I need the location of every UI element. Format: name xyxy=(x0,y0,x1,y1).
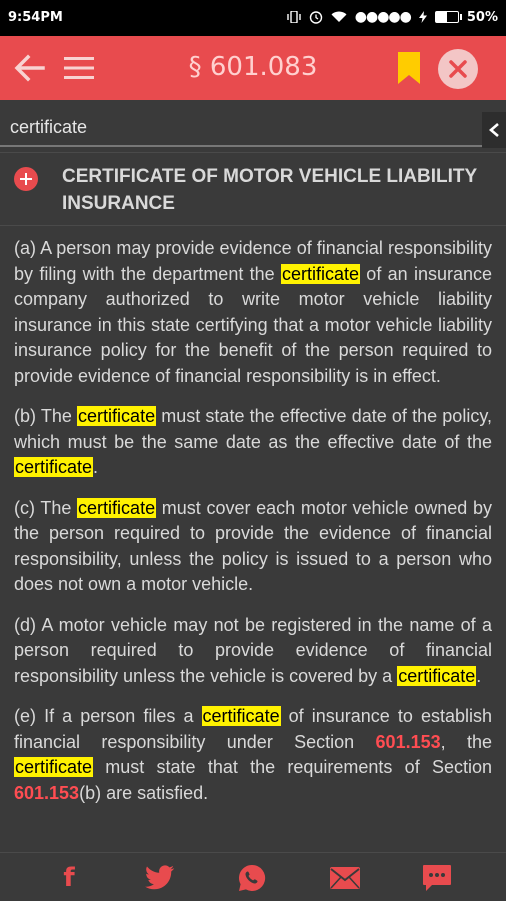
search-bar xyxy=(0,100,506,152)
statute-content[interactable] xyxy=(0,226,506,852)
share-sms-button[interactable] xyxy=(422,863,452,893)
chevron-left-icon xyxy=(488,122,500,138)
close-button[interactable] xyxy=(438,49,478,89)
search-highlight: certificate xyxy=(78,497,156,518)
twitter-icon xyxy=(145,865,175,891)
share-twitter-button[interactable] xyxy=(145,863,175,893)
battery-percent: 50% xyxy=(466,9,498,25)
status-icons xyxy=(287,9,498,25)
collapse-panel-button[interactable] xyxy=(482,112,506,148)
statute-paragraph: (c) The certificate must cover each motor vehicle owned by the person required to provide the evidence of financial responsibility, unless the policy is issued to a person who does not own a motor vehicle. xyxy=(14,497,492,594)
page-title: § 601.083 xyxy=(188,52,318,82)
battery-fill xyxy=(436,12,447,22)
message-bubble-icon xyxy=(422,864,452,892)
statute-paragraph: (b) The certificate must state the effective date of the policy, which must be the same date as the effective date of the certificate. xyxy=(14,406,492,477)
vibrate-icon xyxy=(287,11,301,23)
battery-icon xyxy=(435,11,459,23)
alarm-icon xyxy=(309,10,323,24)
status-bar xyxy=(0,0,506,36)
search-highlight: certificate xyxy=(281,263,359,284)
facebook-icon: f xyxy=(63,863,75,893)
search-highlight: certificate xyxy=(78,406,156,426)
email-icon xyxy=(330,867,360,889)
section-link[interactable]: 601.153 xyxy=(14,782,80,803)
bookmark-icon xyxy=(398,52,420,84)
signal-strength: ●●●●● xyxy=(354,9,411,25)
share-email-button[interactable] xyxy=(330,863,360,893)
bookmark-button[interactable] xyxy=(398,52,420,84)
search-highlight: certificate xyxy=(15,457,93,477)
close-icon xyxy=(448,59,468,79)
app-bar xyxy=(0,36,506,100)
statute-paragraph: (a) A person may provide evidence of financial responsibility by filing with the department the certificate of an insurance company authorized to write motor vehicle liability insurance in this state certifying that a motor vehicle liability insurance policy for the benefit of the person required to provide evidence of financial responsibility is in effect. xyxy=(14,238,492,386)
search-highlight: certificate xyxy=(202,706,280,726)
section-header[interactable] xyxy=(0,152,506,226)
statute-paragraph: (e) If a person files a certificate of insurance to establish financial responsibility under Section 601.153, the certificate must state that the requirements of Section 601.153(b) are satisfied. xyxy=(14,706,493,803)
whatsapp-icon xyxy=(237,863,267,893)
arrow-left-icon xyxy=(12,50,48,86)
section-link[interactable]: 601.153 xyxy=(375,731,441,752)
expand-plus-icon[interactable] xyxy=(14,167,38,191)
share-bar xyxy=(0,852,506,901)
hamburger-menu-icon xyxy=(64,54,94,82)
search-underline xyxy=(0,145,482,147)
back-button[interactable] xyxy=(12,50,48,86)
share-facebook-button[interactable] xyxy=(54,863,84,893)
section-title: CERTIFICATE OF MOTOR VEHICLE LIABILITY INSURANCE xyxy=(62,166,477,214)
search-highlight: certificate xyxy=(15,757,93,777)
share-whatsapp-button[interactable] xyxy=(237,863,267,893)
status-time: 9:54PM xyxy=(8,10,63,25)
charging-icon xyxy=(419,11,427,23)
search-input[interactable] xyxy=(8,112,472,142)
wifi-icon xyxy=(331,11,347,23)
menu-button[interactable] xyxy=(64,54,94,82)
search-highlight: certificate xyxy=(398,665,476,686)
statute-paragraph: (d) A motor vehicle may not be registered in the name of a person required to provide evidence of financial responsibility unless the vehicle is covered by a certificate. xyxy=(14,614,492,686)
